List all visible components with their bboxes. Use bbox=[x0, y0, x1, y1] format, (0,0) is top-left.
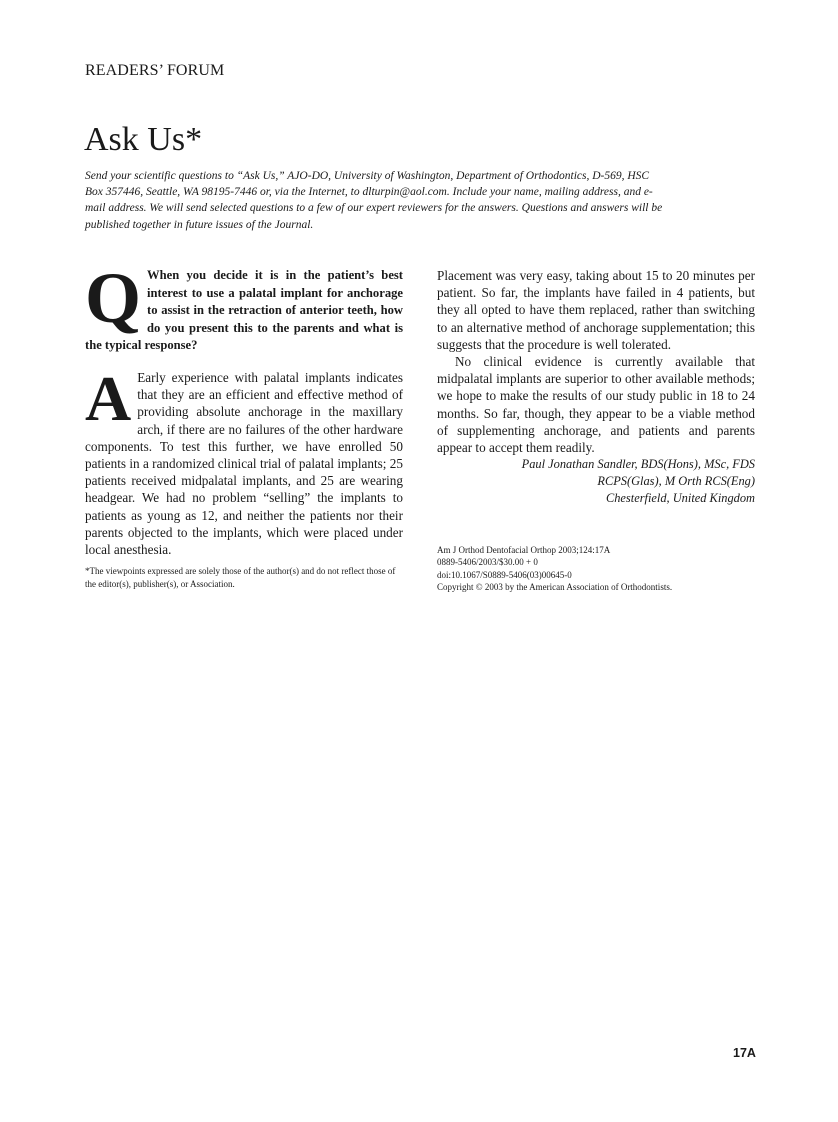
author-signature bbox=[437, 456, 755, 506]
citation-block bbox=[437, 544, 672, 593]
right-column bbox=[437, 267, 755, 507]
intro-text: Send your scientific questions to “Ask Us,” AJO-DO, University of Washington, Department of Orthodontics, D-569, HSC Box 357446, Seattle, WA 98195-7446 or, via the Internet, to dlturpin@aol.com. Include your name, mailing address, and e-mail address. We will send selected questions to a few of our expert reviewers for the answers. Questions and answers will be published together in future issues of the Journal. bbox=[85, 170, 663, 231]
answer-dropcap: A bbox=[85, 362, 132, 434]
author-location: Chesterfield, United Kingdom bbox=[605, 490, 755, 505]
answer-paragraph-1: Early experience with palatal implants indicates that they are an efficient and effective method of providing absolute anchorage in the maxillary arch, if there are no failures of the other hardware components. To test this further, we have enrolled 50 patients in a randomized clinical trial of palatal implants; 25 patients received midpalatal implants, and 25 are wearing headgear. We had no problem “selling” the implants to patients as young as 12, and neither the patients nor their parents objected to the implants, which were placed under local anesthesia. bbox=[85, 369, 403, 557]
citation-issn: 0889-5406/2003/$30.00 + 0 bbox=[437, 557, 538, 568]
citation-copyright: Copyright © 2003 by the American Association of Orthodontists. bbox=[437, 581, 673, 592]
footnote: *The viewpoints expressed are solely those of the author(s) and do not reflect those of the editor(s), publisher(s), or Association. bbox=[85, 566, 396, 589]
left-column bbox=[85, 258, 403, 590]
citation-doi: doi:10.1067/S0889-5406(03)00645-0 bbox=[437, 569, 572, 580]
page-number: 17A bbox=[733, 1046, 756, 1060]
answer-paragraph-2: No clinical evidence is currently available that midpalatal implants are superior to other available methods; we hope to make the results of our study public in 18 to 24 months. So far, though, they appear to be a viable method of supplementing anchorage, and patients and parents appear to accept them readily. bbox=[437, 354, 755, 456]
answer-paragraph-1-continued: Placement was very easy, taking about 15 to 20 minutes per patient. So far, the implants have failed in 4 patients, but they all opted to have them replaced, rather than switching to an alternative method of anchorage supplementation; this suggests that the procedure is well tolerated. bbox=[437, 268, 755, 352]
question-dropcap: Q bbox=[85, 258, 142, 338]
author-name: Paul Jonathan Sandler, BDS(Hons), MSc, FDS bbox=[521, 457, 755, 472]
question-text: When you decide it is in the patient’s best interest to use a palatal implant for anchorage to assist in the retraction of anterior teeth, how do you present this to the parents and what is the typical response? bbox=[85, 268, 403, 353]
question-block bbox=[85, 258, 403, 355]
section-label: READERS’ FORUM bbox=[85, 62, 225, 79]
answer-block bbox=[85, 362, 403, 558]
citation-journal: Am J Orthod Dentofacial Orthop 2003;124:17A bbox=[437, 545, 611, 555]
author-credentials: RCPS(Glas), M Orth RCS(Eng) bbox=[597, 474, 755, 489]
page-title: Ask Us* bbox=[84, 121, 203, 158]
